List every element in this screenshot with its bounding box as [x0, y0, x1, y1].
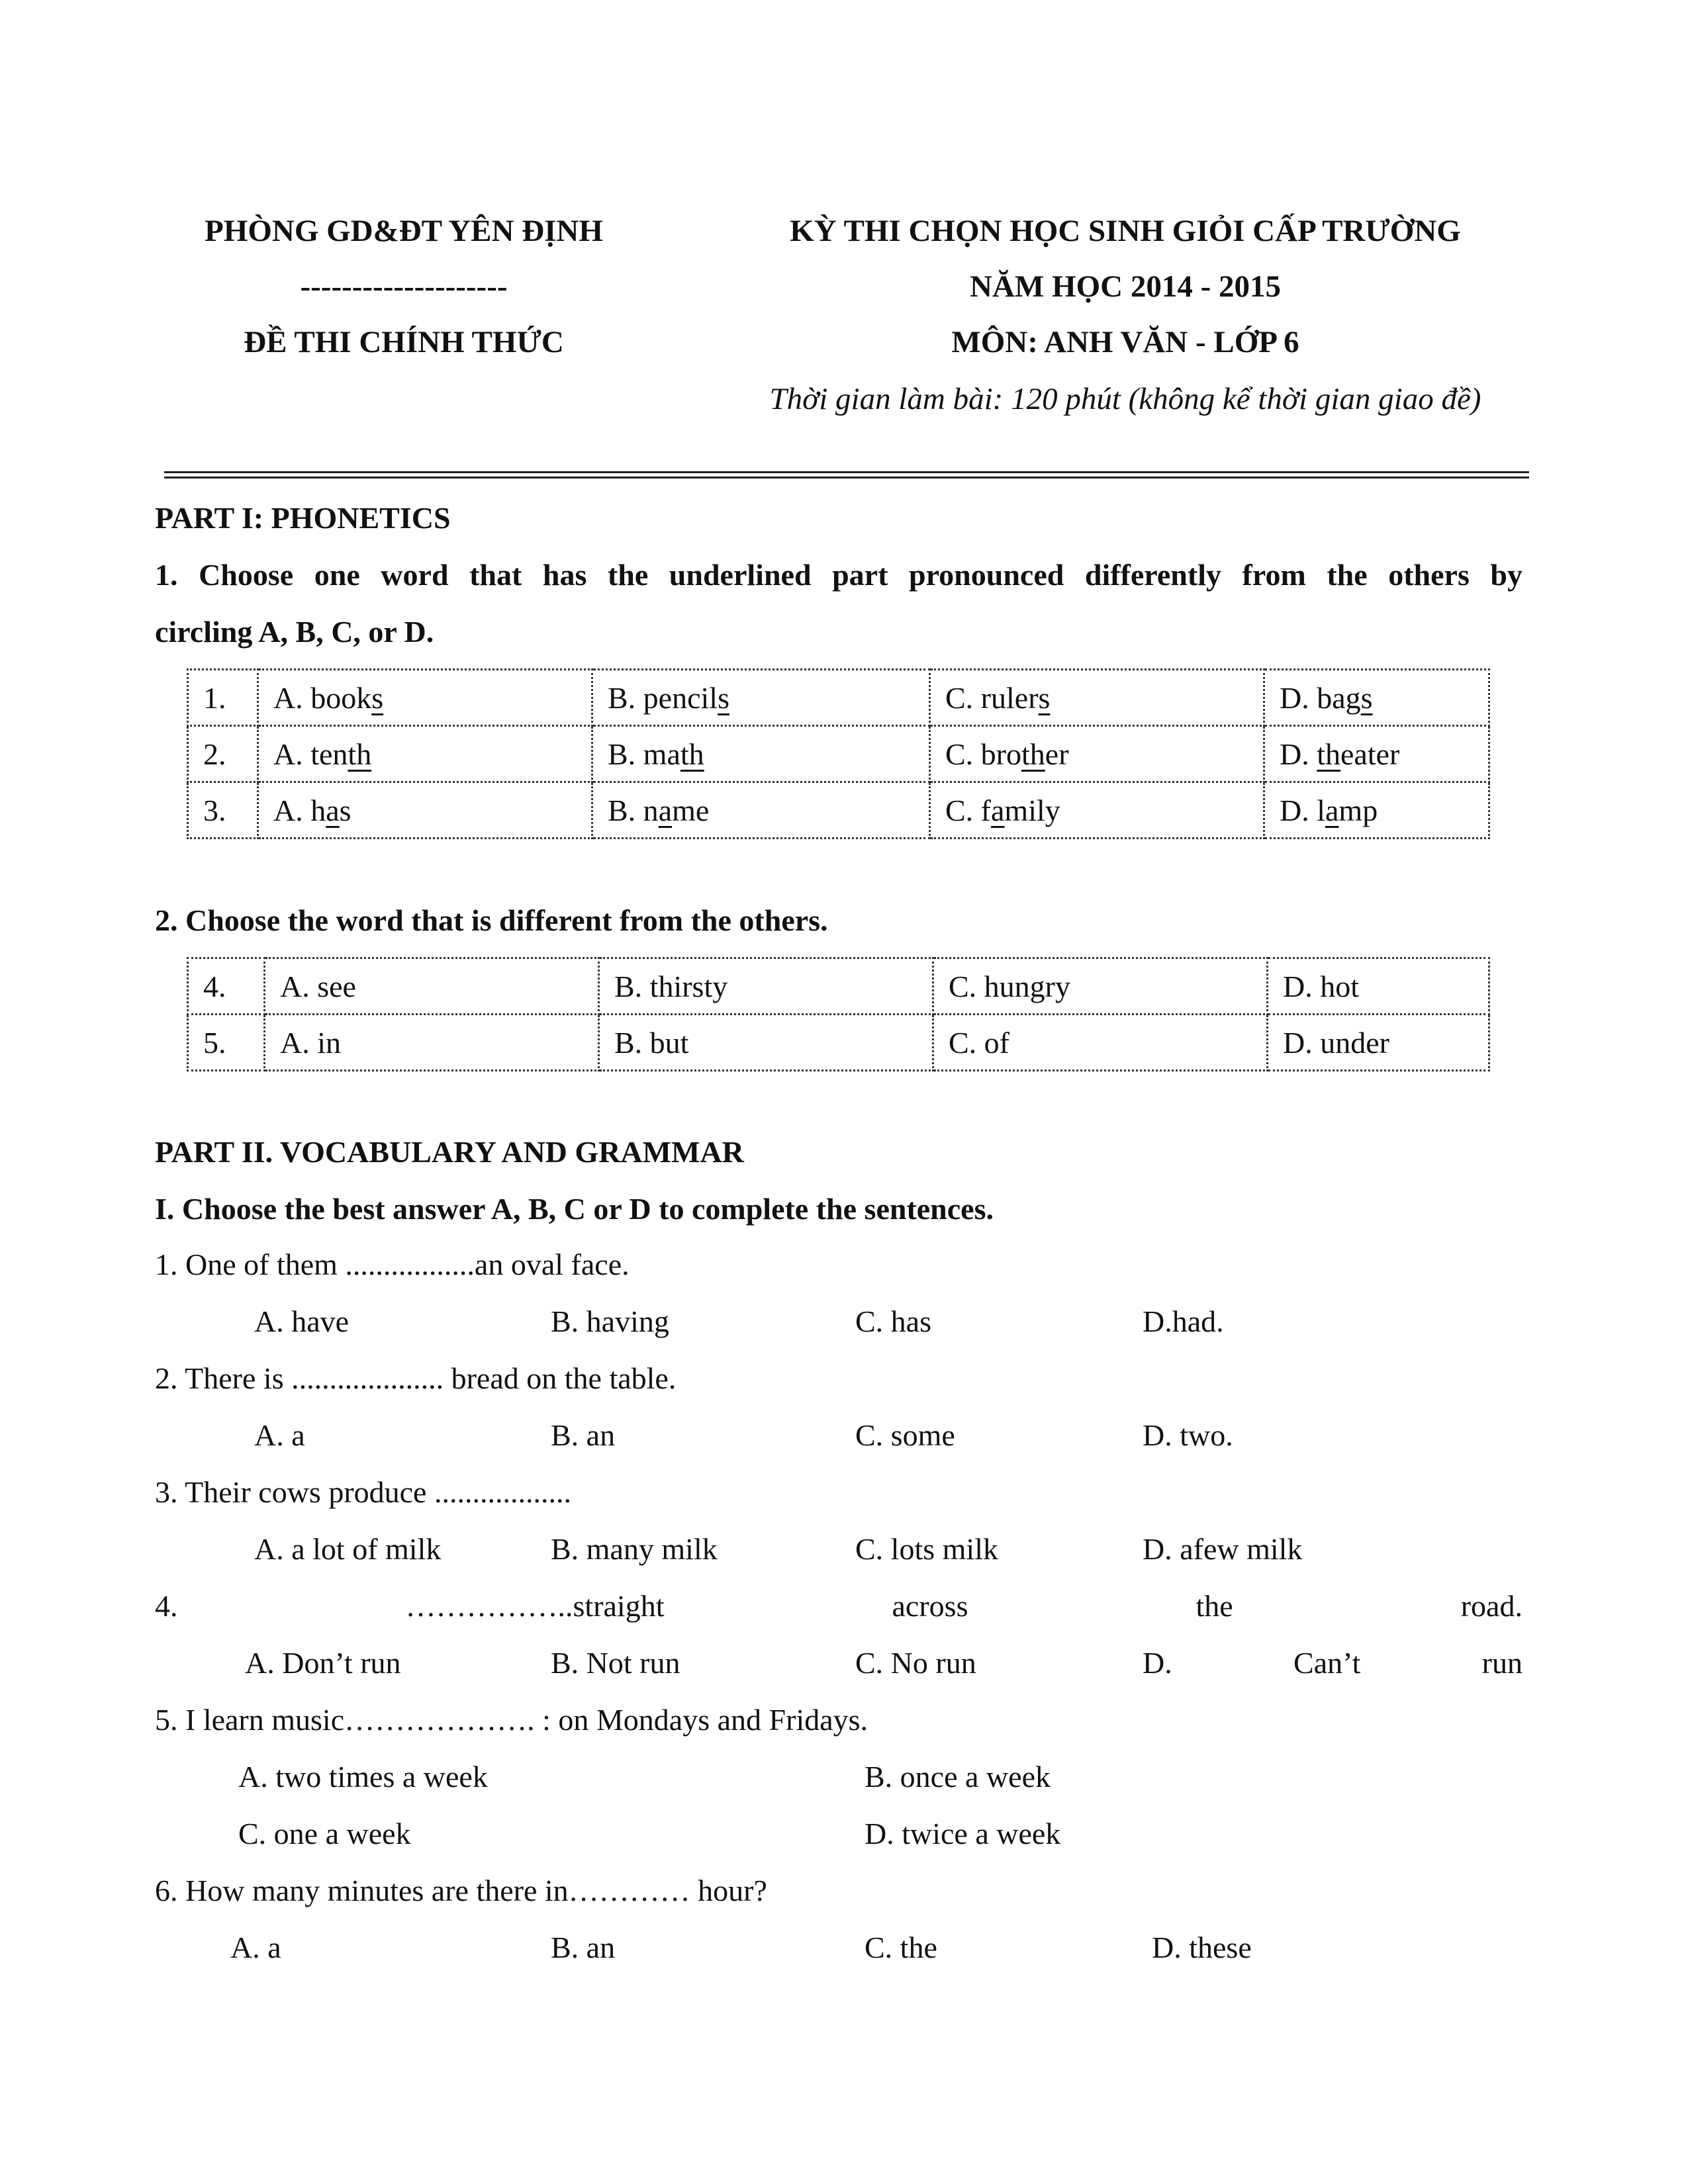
option-b[interactable]: B. thirsty	[599, 958, 933, 1015]
question-5-option-c[interactable]: C. one a week	[238, 1817, 411, 1850]
option-a[interactable]: A. books	[258, 670, 592, 726]
option-b[interactable]: B. pencils	[592, 670, 930, 726]
question-4-word: ……………..straight	[405, 1589, 665, 1623]
question-4-stem	[155, 1588, 1523, 1623]
phonetics-table	[187, 668, 1490, 839]
question-5-stem: 5. I learn music………………. : on Mondays and Fridays.	[155, 1703, 868, 1737]
table-row	[188, 1015, 1489, 1071]
question-6-option-d[interactable]: D. these	[1152, 1931, 1252, 1964]
question-6-stem: 6. How many minutes are there in………… hour?	[155, 1874, 767, 1907]
row-number: 3.	[188, 782, 258, 839]
question-2-option-b[interactable]: B. an	[551, 1418, 616, 1452]
question-1-option-d[interactable]: D.had.	[1143, 1304, 1224, 1338]
question-4-option-d[interactable]	[1143, 1645, 1523, 1680]
question-3-option-b[interactable]: B. many milk	[551, 1532, 718, 1566]
option-d[interactable]: D. theater	[1264, 726, 1489, 782]
option-d[interactable]: D. under	[1268, 1015, 1489, 1071]
question-2-option-d[interactable]: D. two.	[1143, 1418, 1233, 1452]
header-rule-bottom	[164, 477, 1529, 478]
option-a[interactable]: A. in	[265, 1015, 599, 1071]
part1-q1-instruction-line1: 1. Choose one word that has the underlined part pronounced differently from the others by	[155, 558, 1523, 592]
part2-title: PART II. VOCABULARY AND GRAMMAR	[155, 1135, 744, 1169]
row-number: 5.	[188, 1015, 265, 1071]
question-5-option-d[interactable]: D. twice a week	[865, 1817, 1061, 1850]
option-a[interactable]: A. tenth	[258, 726, 592, 782]
option-c[interactable]: C. hungry	[933, 958, 1268, 1015]
question-3-option-a[interactable]: A. a lot of milk	[254, 1532, 442, 1566]
question-4-option-c[interactable]: C. No run	[855, 1646, 976, 1680]
question-4-option-d-word: Can’t	[1293, 1646, 1361, 1680]
question-4-word: road.	[1460, 1589, 1523, 1623]
row-number: 2.	[188, 726, 258, 782]
part2-section1-title: I. Choose the best answer A, B, C or D to complete the sentences.	[155, 1192, 994, 1226]
odd-one-out-table	[187, 957, 1490, 1071]
question-4-option-d-word: D.	[1143, 1646, 1172, 1680]
row-number: 4.	[188, 958, 265, 1015]
question-4-word: the	[1196, 1589, 1233, 1623]
question-6-option-c[interactable]: C. the	[865, 1931, 937, 1964]
option-d[interactable]: D. hot	[1268, 958, 1489, 1015]
row-number: 1.	[188, 670, 258, 726]
question-3-stem: 3. Their cows produce ..................	[155, 1475, 571, 1509]
option-c[interactable]: C. of	[933, 1015, 1268, 1071]
option-a[interactable]: A. see	[265, 958, 599, 1015]
question-4-option-d-word: run	[1481, 1646, 1523, 1680]
question-5-option-b[interactable]: B. once a week	[865, 1760, 1051, 1794]
header-exam-title: KỲ THI CHỌN HỌC SINH GIỎI CẤP TRƯỜNG	[790, 214, 1461, 248]
question-4-word: 4.	[155, 1589, 178, 1623]
option-b[interactable]: B. but	[599, 1015, 933, 1071]
header-time-note: Thời gian làm bài: 120 phút (không kể thời gian giao đề)	[769, 382, 1481, 416]
option-b[interactable]: B. math	[592, 726, 930, 782]
question-2-stem: 2. There is .................... bread on the table.	[155, 1361, 677, 1395]
option-c[interactable]: C. brother	[930, 726, 1264, 782]
question-6-option-a[interactable]: A. a	[230, 1931, 281, 1964]
question-1-stem: 1. One of them .................an oval face.	[155, 1248, 630, 1281]
question-1-option-a[interactable]: A. have	[254, 1304, 350, 1338]
header-subject: MÔN: ANH VĂN - LỚP 6	[951, 325, 1299, 359]
question-2-option-c[interactable]: C. some	[855, 1418, 955, 1452]
question-4-option-a[interactable]: A. Don’t run	[245, 1646, 401, 1680]
option-c[interactable]: C. rulers	[930, 670, 1264, 726]
question-4-option-b[interactable]: B. Not run	[551, 1646, 680, 1680]
question-5-option-a[interactable]: A. two times a week	[238, 1760, 488, 1794]
option-a[interactable]: A. has	[258, 782, 592, 839]
table-row	[188, 726, 1489, 782]
part1-q1-instruction-line2: circling A, B, C, or D.	[155, 615, 434, 649]
question-3-option-c[interactable]: C. lots milk	[855, 1532, 998, 1566]
question-6-option-b[interactable]: B. an	[551, 1931, 616, 1964]
header-separator: --------------------	[300, 269, 508, 304]
header-rule-top	[164, 471, 1529, 473]
part1-title: PART I: PHONETICS	[155, 501, 451, 535]
table-row	[188, 782, 1489, 839]
table-row	[188, 670, 1489, 726]
option-c[interactable]: C. family	[930, 782, 1264, 839]
question-1-option-c[interactable]: C. has	[855, 1304, 931, 1338]
question-4-word: across	[892, 1589, 968, 1623]
option-d[interactable]: D. lamp	[1264, 782, 1489, 839]
part1-q2-instruction: 2. Choose the word that is different from the others.	[155, 903, 828, 937]
table-row	[188, 958, 1489, 1015]
option-b[interactable]: B. name	[592, 782, 930, 839]
header-official-label: ĐỀ THI CHÍNH THỨC	[244, 325, 564, 359]
header-dept: PHÒNG GD&ĐT YÊN ĐỊNH	[205, 214, 603, 248]
question-3-option-d[interactable]: D. afew milk	[1143, 1532, 1303, 1566]
question-1-option-b[interactable]: B. having	[551, 1304, 669, 1338]
question-2-option-a[interactable]: A. a	[254, 1418, 305, 1452]
header-school-year: NĂM HỌC 2014 - 2015	[970, 269, 1281, 304]
option-d[interactable]: D. bags	[1264, 670, 1489, 726]
